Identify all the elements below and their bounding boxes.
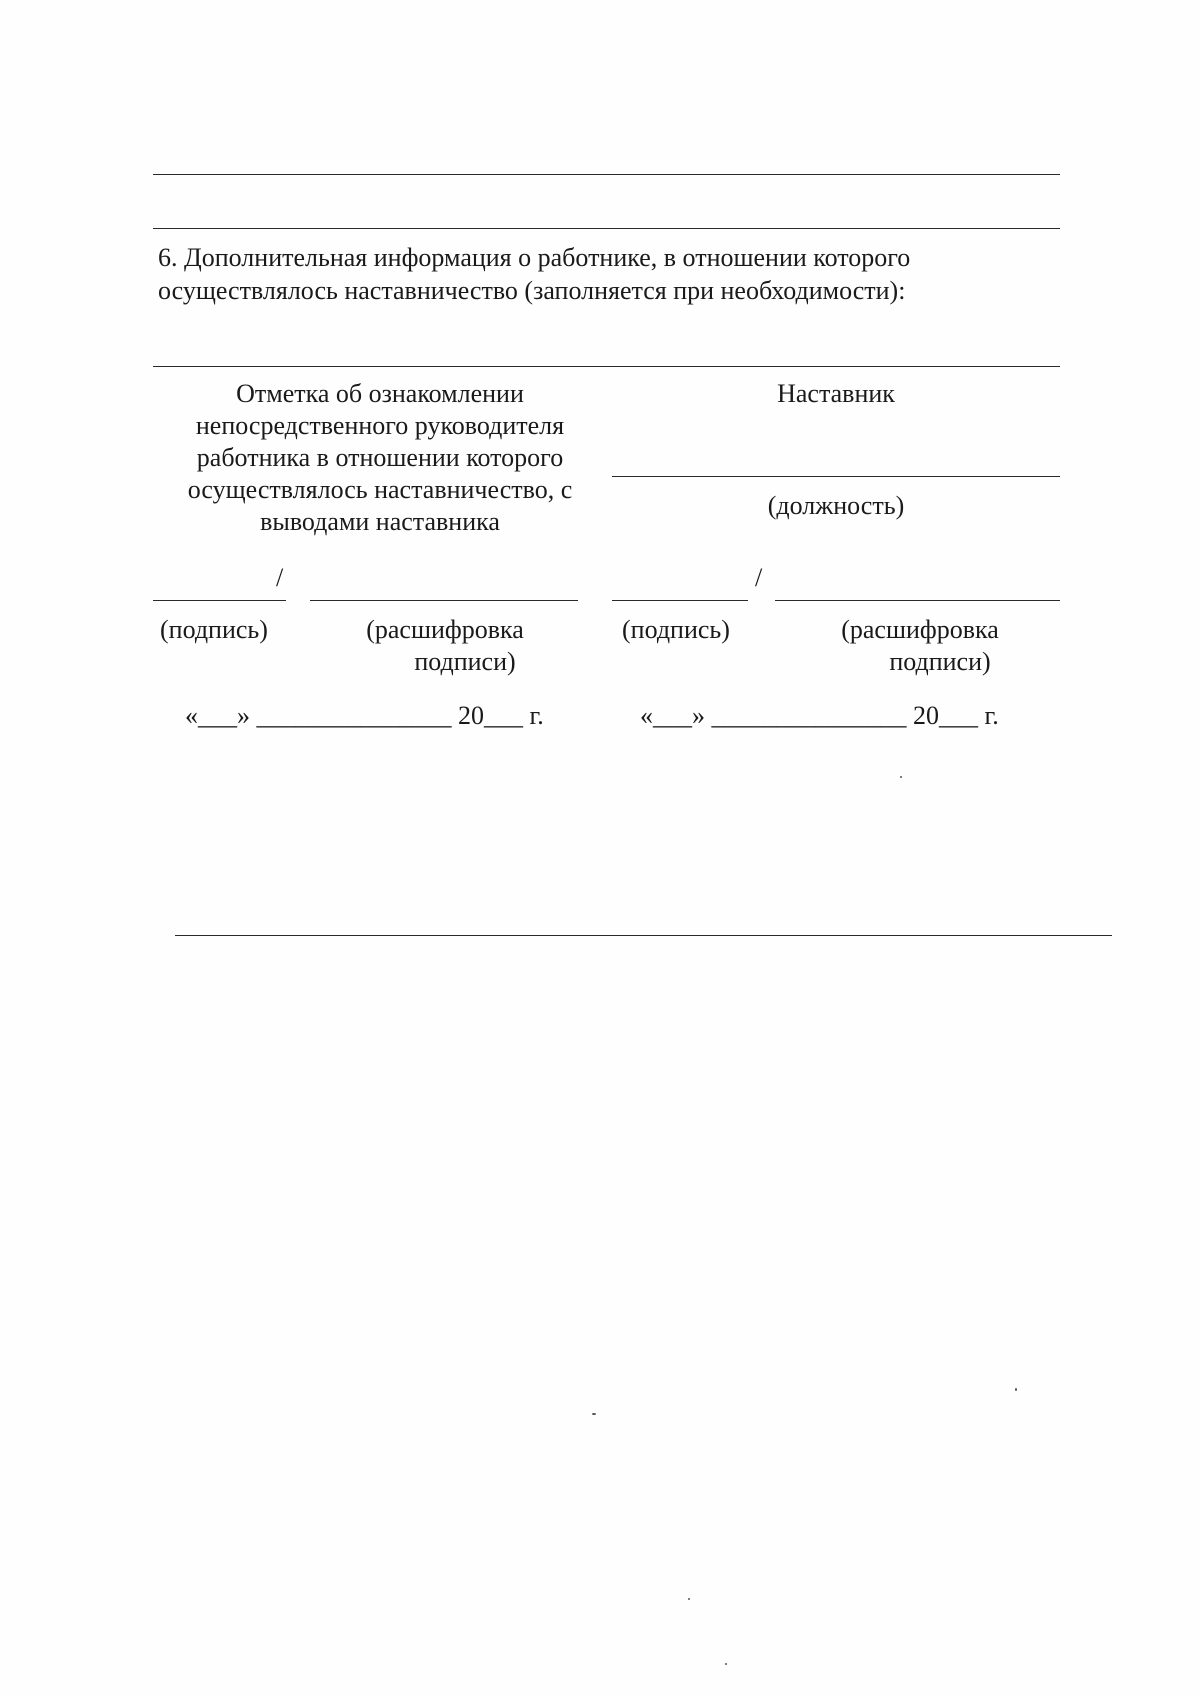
left-decode-caption-line-1: (расшифровка (366, 615, 524, 644)
left-slash: / (276, 563, 284, 592)
acquaintance-heading-line-4: осуществлялось наставничество, с (187, 475, 573, 504)
scan-speck (725, 1663, 727, 1665)
blank-line-2 (153, 228, 1060, 229)
left-decode-caption (330, 614, 560, 678)
right-decode-line (775, 600, 1060, 601)
right-decode-caption-line-1: (расшифровка (841, 615, 999, 644)
right-date-line: «___» _______________ 20___ г. (640, 701, 999, 730)
left-signature-line (153, 600, 286, 601)
left-signature-caption: (подпись) (160, 615, 268, 644)
section-6-line-1: 6. Дополнительная информация о работнике, в отношении которого (158, 243, 911, 272)
acquaintance-heading-line-3: работника в отношении которого (196, 443, 564, 472)
acquaintance-heading-line-2: непосредственного руководителя (195, 411, 565, 440)
mentor-position-caption: (должность) (767, 491, 905, 520)
acquaintance-heading-line-1: Отметка об ознакомлении (236, 379, 524, 408)
scan-speck (1015, 1388, 1017, 1391)
right-slash: / (755, 563, 763, 592)
right-decode-caption-line-2: подписи) (889, 647, 991, 676)
scan-speck (688, 1598, 690, 1600)
right-decode-caption (805, 614, 1035, 678)
mentor-heading: Наставник (777, 379, 895, 408)
left-date-line: «___» _______________ 20___ г. (185, 701, 544, 730)
footer-rule (175, 935, 1112, 936)
mentor-position-line (612, 476, 1060, 477)
right-signature-line (612, 600, 748, 601)
right-signature-caption: (подпись) (622, 615, 730, 644)
scan-speck (900, 776, 902, 778)
section-6-answer-line (153, 366, 1060, 367)
section-6-line-2: осуществлялось наставничество (заполняется при необходимости): (158, 276, 906, 305)
acquaintance-heading-line-5: выводами наставника (260, 507, 500, 536)
left-decode-caption-line-2: подписи) (414, 647, 516, 676)
left-decode-line (310, 600, 578, 601)
scan-speck (592, 1413, 596, 1415)
acquaintance-heading (150, 378, 610, 538)
blank-line-1 (153, 174, 1060, 175)
